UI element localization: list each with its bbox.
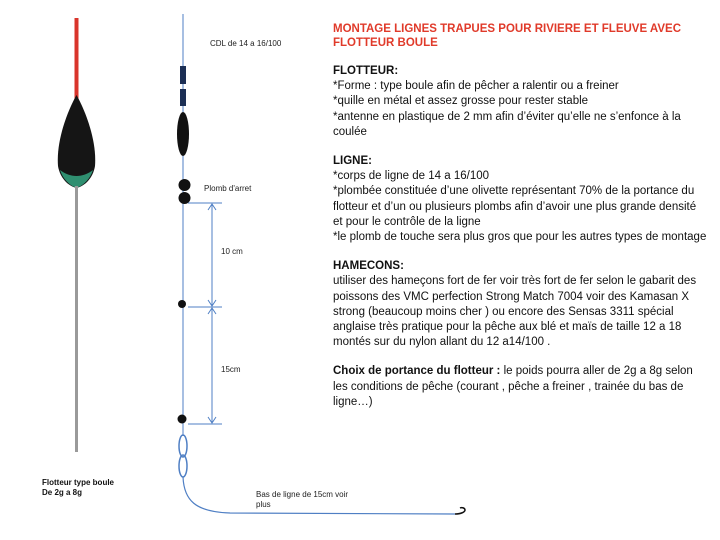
swivel-loop-bottom	[179, 455, 187, 477]
spacing-arrow-15cm	[208, 308, 216, 423]
float-line-3: *antenne en plastique de 2 mm afin d’éviter qu’elle ne s’enfonce à la coulée	[333, 110, 681, 138]
float-caption-line-1: Flotteur type boule	[42, 478, 114, 487]
float-keel	[75, 186, 78, 452]
spacing-arrow-10cm	[208, 204, 216, 306]
panel-title	[333, 22, 708, 50]
choice-paragraph	[333, 364, 708, 410]
leader-label	[256, 490, 348, 510]
float-caption	[42, 478, 114, 498]
stop-shot-1	[179, 179, 191, 191]
leader-label-line-1: Bas de ligne de 15cm voir	[256, 490, 349, 499]
line-line-3: *le plomb de touche sera plus gros que pour les autres types de montage	[333, 231, 707, 244]
description-panel	[333, 22, 708, 410]
stop-shot-2	[179, 192, 191, 204]
float-line-2: *quille en métal et assez grosse pour rester stable	[333, 95, 589, 108]
float-rubber-bottom	[180, 89, 186, 106]
float-line-1: *Forme : type boule afin de pêcher a ralentir ou a freiner	[333, 80, 619, 93]
stop-weight-label: Plomb d'arret	[204, 184, 252, 193]
line-spec-label: CDL de 14 a 16/100	[210, 39, 282, 48]
olivette-weight	[177, 112, 189, 156]
spacing-10cm-label: 10 cm	[221, 247, 243, 256]
line-heading: LIGNE:	[333, 155, 372, 168]
spacing-15cm-label: 15cm	[221, 365, 241, 374]
float-rubber-top	[180, 66, 186, 84]
panel-title-line-1: MONTAGE LIGNES TRAPUES POUR RIVIERE ET FLEUVE AVEC	[333, 23, 682, 35]
choice-heading: Choix de portance du flotteur :	[333, 365, 501, 378]
panel-title-line-2: FLOTTEUR BOULE	[333, 37, 438, 49]
hooks-text: utiliser des hameçons fort de fer voir très fort de fer selon le gabarit des poissons des VMC perfection Strong Match 7004 voir des Kamasan X strong (beaucoup moins cher ) ou encore des Sensas 3311 spécial anglaise très pratique pour la pêche aux blé et maïs de taille 12 a 18 montés sur du nylon allant du 12 a14/100 .	[333, 275, 697, 349]
float-caption-line-2: De 2g a 8g	[42, 488, 83, 497]
dropper-shot	[178, 300, 186, 308]
hook-icon	[455, 508, 465, 514]
tell-tale-shot	[178, 415, 187, 424]
float-heading: FLOTTEUR:	[333, 65, 399, 77]
line-line-2: *plombée constituée d’une olivette représentant 70% de la portance du flotteur et d’un ou plusieurs plombs afin d’avoir une plus grande densité et pour le contrôle de la ligne	[333, 185, 697, 228]
float-illustration	[58, 18, 95, 452]
choice-text: le poids pourra aller de 2g a 8g selon les conditions de pêche (courant , pêche a freiner , trainée du bas de ligne…)	[333, 365, 693, 408]
hooks-heading: HAMECONS:	[333, 260, 404, 273]
line-line-1: *corps de ligne de 14 a 16/100	[333, 170, 490, 183]
swivel-loop-top	[179, 435, 187, 457]
leader-label-line-2: plus	[256, 500, 271, 509]
